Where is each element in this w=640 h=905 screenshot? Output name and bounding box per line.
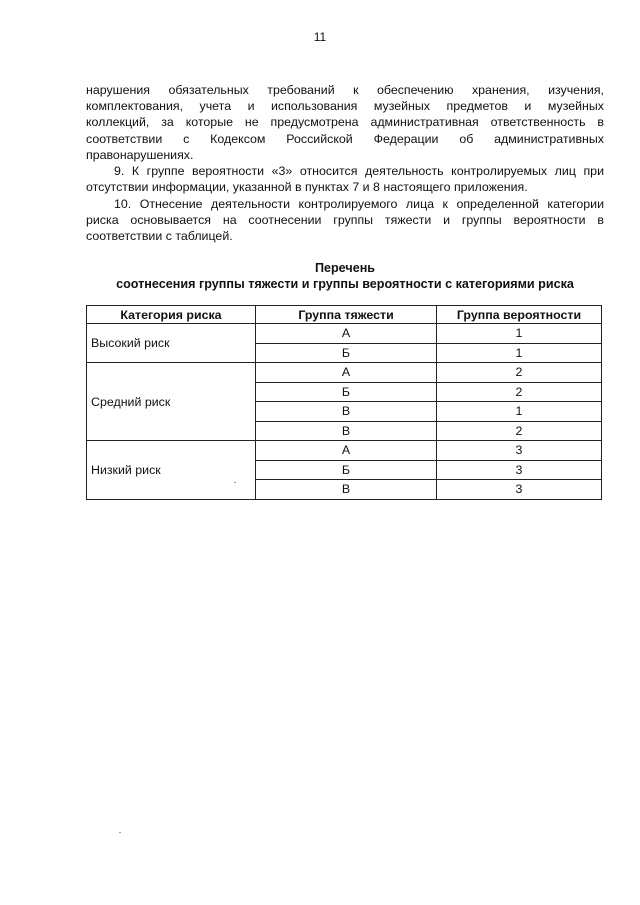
probability-cell: 1 — [437, 324, 602, 344]
category-cell-low: Низкий риск — [87, 441, 256, 500]
text-line: коллекций, за которые не предусмотрена административная ответственность в — [86, 115, 604, 130]
table-header-row — [87, 306, 602, 324]
table-row — [87, 324, 602, 344]
probability-cell: 2 — [437, 382, 602, 402]
severity-cell: А — [256, 324, 437, 344]
severity-cell: В — [256, 402, 437, 422]
text-line: комплектования, учета и использования музейных предметов и музейных — [86, 99, 604, 114]
severity-cell: А — [256, 441, 437, 461]
text-line: нарушения обязательных требований к обеспечению хранения, изучения, — [86, 83, 604, 97]
category-cell-medium: Средний риск — [87, 363, 256, 441]
table-heading-subtitle: соотнесения группы тяжести и группы вероятности с категориями риска — [116, 277, 574, 291]
scan-speck — [119, 832, 121, 833]
header-probability-group: Группа вероятности — [437, 306, 602, 324]
table-row — [87, 363, 602, 383]
category-cell-high: Высокий риск — [87, 324, 256, 363]
probability-cell: 3 — [437, 480, 602, 500]
table-heading-title: Перечень — [314, 261, 376, 275]
severity-cell: В — [256, 421, 437, 441]
paragraph-continuation — [86, 82, 604, 163]
text-line: правонарушениях. — [86, 147, 194, 162]
scan-speck — [234, 482, 236, 483]
paragraph-9: 9. К группе вероятности «3» относится деятельность контролируемых лиц при отсутствии информации, указанной в пунктах 7 и 8 настоящего приложения. — [86, 164, 604, 195]
severity-cell: В — [256, 480, 437, 500]
page-number: 11 — [313, 30, 327, 44]
table-row — [87, 441, 602, 461]
probability-cell: 1 — [437, 343, 602, 363]
severity-cell: Б — [256, 460, 437, 480]
severity-cell: Б — [256, 382, 437, 402]
text-line: соответствии с Кодексом Российской Федерации об административных — [86, 131, 604, 146]
paragraph-10: 10. Отнесение деятельности контролируемого лица к определенной категории риска основывается на соотнесении группы тяжести и группы вероятности в соответствии с таблицей. — [86, 197, 604, 244]
probability-cell: 3 — [437, 441, 602, 461]
risk-category-table — [86, 305, 602, 500]
severity-cell: Б — [256, 343, 437, 363]
probability-cell: 2 — [437, 363, 602, 383]
severity-cell: А — [256, 363, 437, 383]
header-severity-group: Группа тяжести — [256, 306, 437, 324]
probability-cell: 1 — [437, 402, 602, 422]
header-category: Категория риска — [87, 306, 256, 324]
probability-cell: 2 — [437, 421, 602, 441]
probability-cell: 3 — [437, 460, 602, 480]
